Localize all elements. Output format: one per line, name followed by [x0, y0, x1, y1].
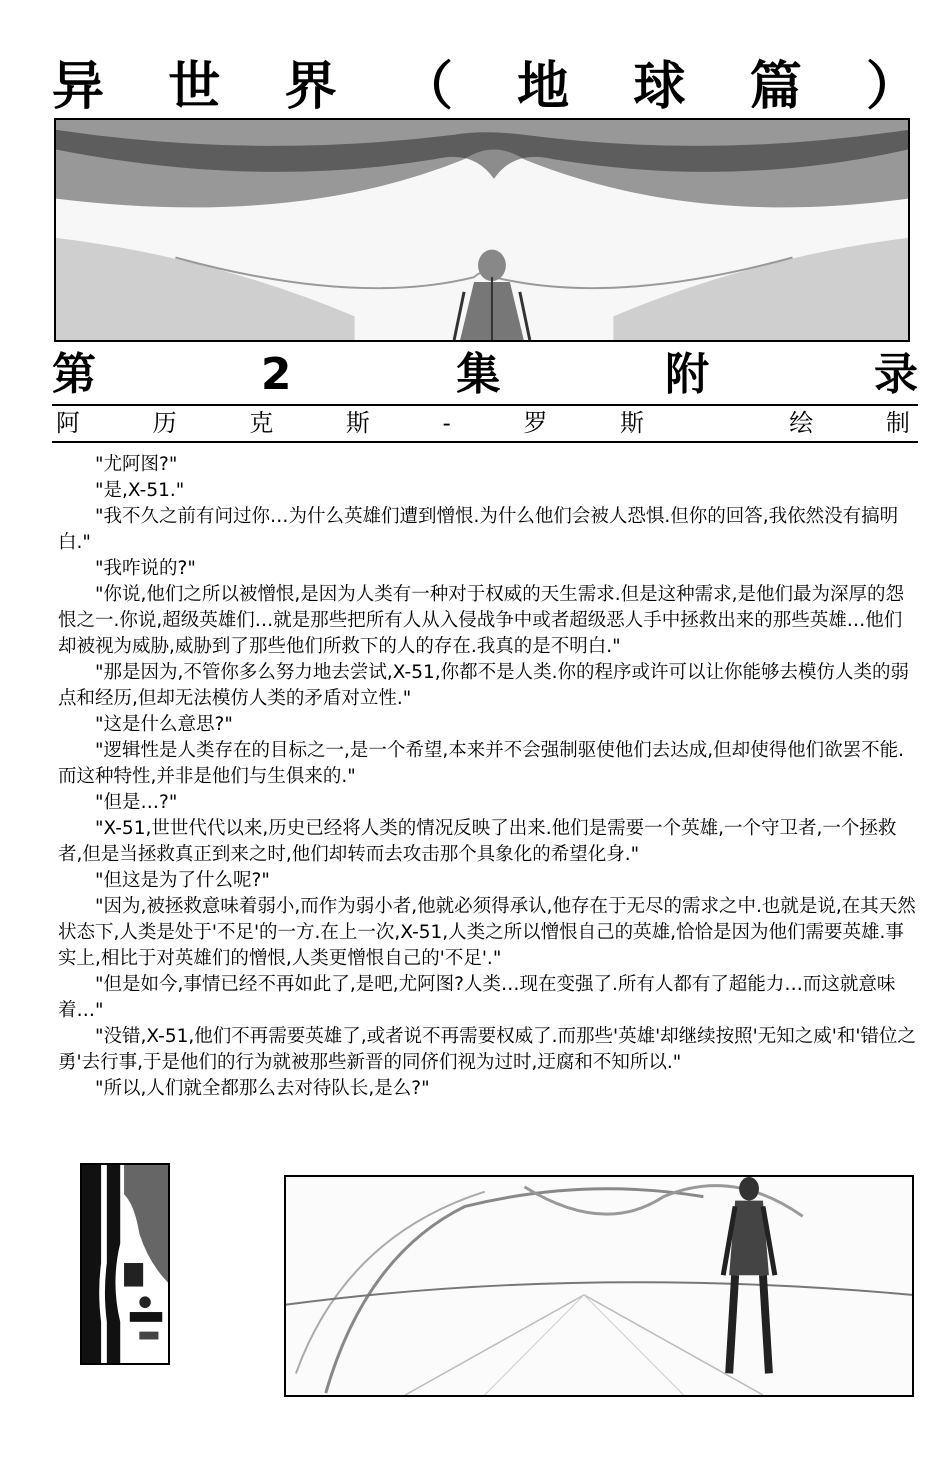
main-title [52, 58, 918, 116]
small-panel-illustration [80, 1163, 170, 1365]
chapter-char: 录 [874, 349, 918, 400]
credit-char: - [442, 409, 451, 437]
title-char: ） [865, 57, 918, 117]
header-illustration [54, 118, 910, 342]
title-char: （ [400, 57, 453, 117]
title-char: 地 [517, 57, 570, 117]
paragraph: "X-51,世世代代以来,历史已经将人类的情况反映了出来.他们是需要一个英雄,一个守卫者,一个拯救者,但是当拯救真正到来之时,他们却转而去攻击那个具象化的希望化身." [58, 818, 897, 865]
credit-char: 阿 [56, 409, 80, 437]
story-text [58, 452, 920, 1102]
credit-char: 斯 [345, 409, 370, 437]
paragraph: "但这是为了什么呢?" [95, 870, 270, 891]
paragraph: "因为,被拯救意味着弱小,而作为弱小者,他就必须得承认,他存在于无尽的需求之中.也就是说,在其天然状态下,人类是处于'不足'的一方.在上一次,X-51,人类之所以憎恨自己的英雄,恰恰是因为他们需要英雄.事实上,相比于对英雄们的憎恨,人类更憎恨自己的'不足'." [58, 896, 916, 969]
wide-panel-illustration [284, 1175, 914, 1397]
credit-char: 克 [249, 409, 274, 437]
credit-char: 绘 [789, 409, 814, 437]
title-char: 界 [284, 57, 337, 117]
title-char: 篇 [749, 57, 802, 117]
paragraph: "这是什么意思?" [95, 714, 233, 735]
chapter-char: 2 [260, 349, 292, 400]
divider-line [52, 441, 918, 443]
paragraph: "我不久之前有问过你…为什么英雄们遭到憎恨.为什么他们会被人恐惧.但你的回答,我依然没有搞明白." [58, 506, 899, 553]
paragraph: "但是如今,事情已经不再如此了,是吧,尤阿图?人类…现在变强了.所有人都有了超能力…而这就意味着…" [58, 974, 896, 1021]
chapter-char: 附 [665, 349, 710, 400]
paragraph: "那是因为,不管你多么努力地去尝试,X-51,你都不是人类.你的程序或许可以让你能够去模仿人类的弱点和经历,但却无法模仿人类的矛盾对立性." [58, 662, 910, 709]
paragraph: "是,X-51." [95, 480, 185, 501]
paragraph: "但是…?" [95, 792, 178, 813]
paragraph: "我咋说的?" [95, 558, 196, 579]
paragraph: "逻辑性是人类存在的目标之一,是一个希望,本来并不会强制驱使他们去达成,但却使得他们欲罢不能.而这种特性,并非是他们与生俱来的." [58, 740, 905, 787]
chapter-title [52, 348, 918, 402]
divider-line [52, 404, 918, 406]
credit-char: 制 [885, 409, 910, 437]
paragraph: "没错,X-51,他们不再需要英雄了,或者说不再需要权威了.而那些'英雄'却继续按照'无知之威'和'错位之勇'去行事,于是他们的行为就被那些新晋的同侪们视为过时,迂腐和不知所以." [58, 1026, 916, 1073]
chapter-char: 集 [456, 349, 501, 400]
paragraph: "尤阿图?" [95, 454, 178, 475]
paragraph: "你说,他们之所以被憎恨,是因为人类有一种对于权威的天生需求.但是这种需求,是他们最为深厚的怨恨之一.你说,超级英雄们…就是那些把所有人从入侵战争中或者超级恶人手中拯救出来的那些英雄…他们却被视为威胁,威胁到了那些他们所救下的人的存在.我真的是不明白." [58, 584, 905, 657]
title-char: 球 [633, 57, 686, 117]
credit-line [56, 407, 910, 439]
credit-char: 斯 [619, 409, 644, 437]
title-char: 异 [52, 57, 105, 117]
title-char: 世 [168, 57, 221, 117]
credit-char: 罗 [523, 409, 548, 437]
paragraph: "所以,人们就全都那么去对待队长,是么?" [95, 1078, 430, 1099]
credit-char: 历 [152, 409, 177, 437]
chapter-char: 第 [52, 349, 96, 400]
